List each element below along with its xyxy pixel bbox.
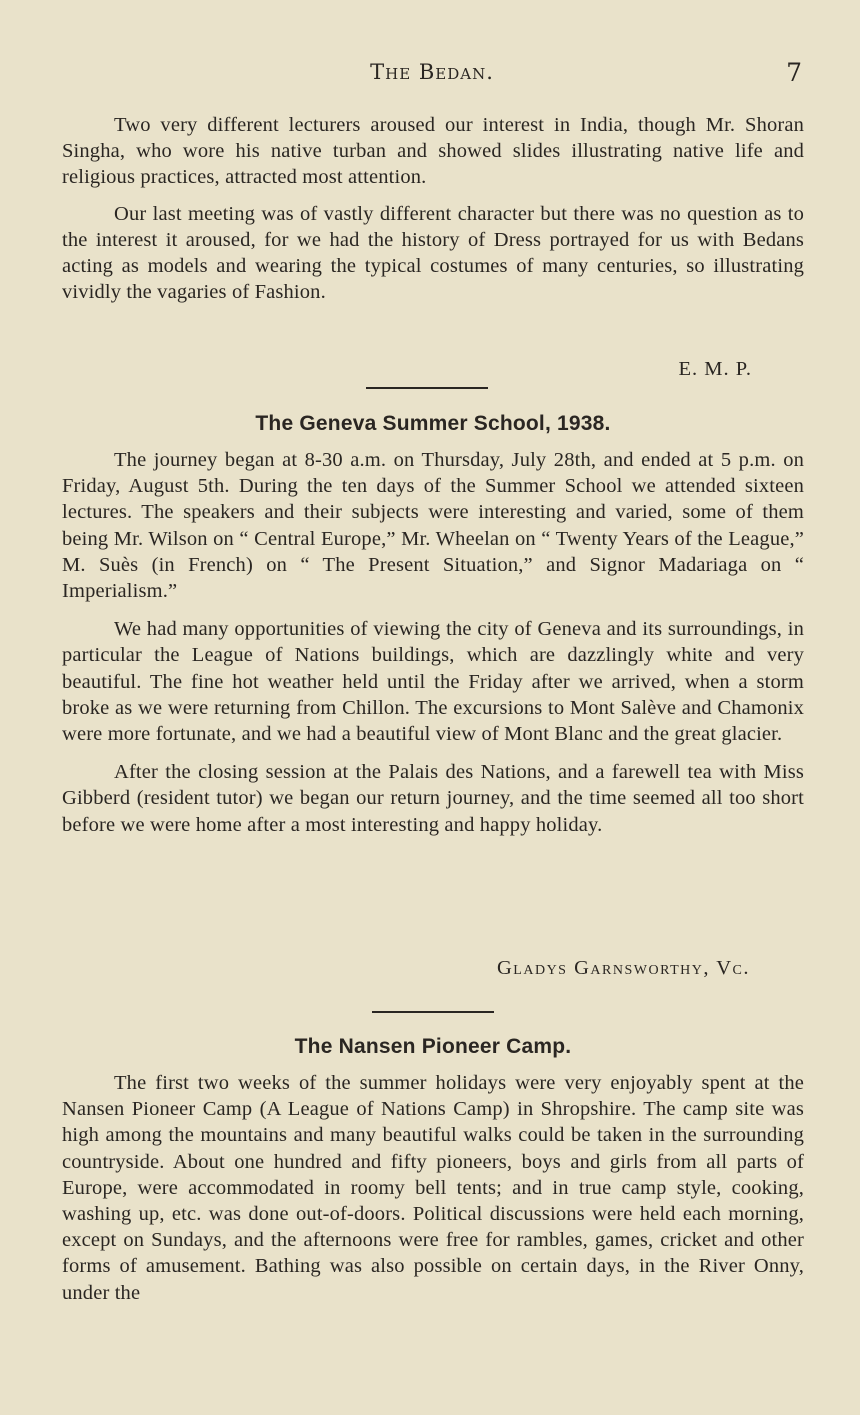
section-2-text [62,447,804,838]
heading-nansen-pioneer-camp: The Nansen Pioneer Camp. [294,1035,572,1058]
signature-emp: E. M. P. [678,358,752,380]
signature-garnsworthy: Gladys Garnsworthy, Vc. [497,957,750,979]
paragraph: The first two weeks of the summer holidays were very enjoyably spent at the Nansen Pioneer Camp (A League of Nations Camp) in Shropshire. The camp site was high among the mountains and many beautiful walks could be taken in the surrounding countryside. About one hundred and fifty pioneers, boys and girls from all parts of Europe, were accommodated in roomy bell tents; and in true camp style, cooking, washing up, etc. was done out-of-doors. Political discussions were held each morning, except on Sundays, and the afternoons were free for rambles, games, cricket and other forms of amusement. Bathing was also possible on certain days, in the River Onny, under the [62,1072,804,1304]
paragraph: The journey began at 8-30 a.m. on Thursday, July 28th, and ended at 5 p.m. on Friday, August 5th. During the ten days of the Summer School we attended sixteen lectures. The speakers and their subjects were interesting and varied, some of them being Mr. Wilson on “ Central Europe,” Mr. Wheelan on “ Twenty Years of the League,” M. Suès (in French) on “ The Present Situation,” and Signor Madariaga on “ Imperialism.” [62,449,804,603]
magazine-title: The Bedan. [370,60,494,84]
heading-geneva-summer-school: The Geneva Summer School, 1938. [255,412,611,435]
paragraph: We had many opportunities of viewing the city of Geneva and its surroundings, in particular the League of Nations buildings, which are dazzlingly white and very beautiful. The fine hot weather held until the Friday after we arrived, when a storm broke as we were returning from Chillon. The excursions to Mont Salève and Chamonix were more fortunate, and we had a beautiful view of Mont Blanc and the great glacier. [62,618,804,746]
section-1-text [62,112,804,305]
paragraph: Two very different lecturers aroused our interest in India, though Mr. Shoran Singha, who wore his native turban and showed slides illustrating native life and religious practices, attracted most attention. [62,114,804,189]
paragraph: Our last meeting was of vastly different character but there was no question as to the interest it aroused, for we had the history of Dress portrayed for us with Bedans acting as models and wearing the typical costumes of many centuries, so illustrating vividly the vagaries of Fashion. [62,202,804,304]
section-divider [366,387,488,389]
section-divider [372,1011,494,1013]
section-3-text [62,1070,804,1306]
page-number: 7 [786,58,802,87]
paragraph: After the closing session at the Palais des Nations, and a farewell tea with Miss Gibberd (resident tutor) we began our return journey, and the time seemed all too short before we were home after a most interesting and happy holiday. [62,761,804,836]
running-header [62,60,802,90]
